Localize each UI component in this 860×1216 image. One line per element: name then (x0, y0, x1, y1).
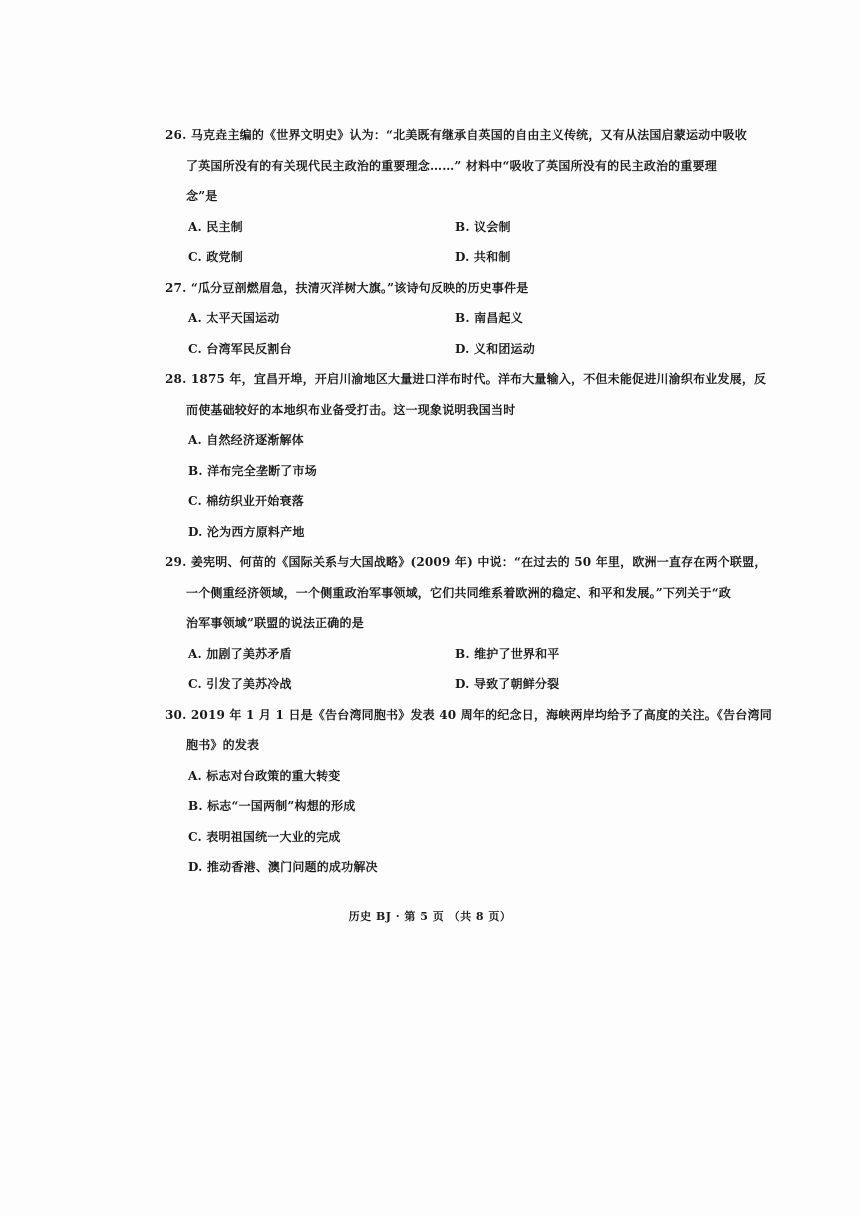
question-30-stem-line-1: 30. 2019 年 1 月 1 日是《告台湾同胞书》发表 40 周年的纪念日，海峡两岸均给予了高度的关注。《告台湾同 (165, 708, 772, 722)
question-29-option-a: A. 加剧了美苏矛盾 (188, 647, 292, 661)
question-28-option-b: B. 洋布完全垄断了市场 (188, 464, 317, 478)
question-29-stem-line-3: 治军事领域”联盟的说法正确的是 (186, 616, 364, 630)
question-28-option-a: A. 自然经济逐渐解体 (188, 433, 304, 447)
question-27-option-b: B. 南昌起义 (455, 311, 523, 325)
question-26-stem-line-2: 了英国所没有的有关现代民主政治的重要理念……” 材料中“吸收了英国所没有的民主政治的重要理 (186, 159, 717, 173)
question-29-stem-line-2: 一个侧重经济领域，一个侧重政治军事领域，它们共同维系着欧洲的稳定、和平和发展。”下列关于“政 (186, 586, 732, 600)
question-28-stem-line-1: 28. 1875 年，宜昌开埠，开启川渝地区大量进口洋布时代。洋布大量输入，不但未能促进川渝织布业发展，反 (165, 372, 767, 386)
question-26-option-c: C. 政党制 (188, 250, 243, 264)
question-30-option-b: B. 标志“一国两制”构想的形成 (188, 799, 356, 813)
question-28-option-d: D. 沦为西方原料产地 (188, 525, 305, 539)
question-30-option-a: A. 标志对台政策的重大转变 (188, 769, 341, 783)
question-28-stem-line-2: 而使基础较好的本地织布业备受打击。这一现象说明我国当时 (186, 403, 516, 417)
question-30-option-c: C. 表明祖国统一大业的完成 (188, 830, 341, 844)
question-26-stem-line-1: 26. 马克垚主编的《世界文明史》认为：“北美既有继承自英国的自由主义传统，又有从法国启蒙运动中吸收 (165, 128, 747, 142)
question-29-stem-line-1: 29. 姜宪明、何苗的《国际关系与大国战略》(2009 年) 中说：“在过去的 50 年里，欧洲一直存在两个联盟， (165, 555, 767, 569)
question-27-option-c: C. 台湾军民反割台 (188, 342, 292, 356)
question-28-option-c: C. 棉纺织业开始衰落 (188, 494, 304, 508)
page-footer: 历史 BJ · 第 5 页 （共 8 页） (348, 910, 512, 923)
question-26-option-a: A. 民主制 (188, 220, 243, 234)
question-29-option-c: C. 引发了美苏冷战 (188, 677, 292, 691)
question-26-option-d: D. 共和制 (455, 250, 511, 264)
question-26-option-b: B. 议会制 (455, 220, 511, 234)
question-29-option-d: D. 导致了朝鲜分裂 (455, 677, 560, 691)
question-30-stem-line-2: 胞书》的发表 (186, 738, 260, 752)
question-30-option-d: D. 推动香港、澳门问题的成功解决 (188, 860, 378, 874)
question-27-stem-line-1: 27. “瓜分豆剖燃眉急，扶清灭洋树大旗。”该诗句反映的历史事件是 (165, 281, 529, 295)
question-27-option-d: D. 义和团运动 (455, 342, 535, 356)
question-29-option-b: B. 维护了世界和平 (455, 647, 560, 661)
question-26-stem-line-3: 念”是 (186, 189, 218, 203)
question-27-option-a: A. 太平天国运动 (188, 311, 280, 325)
